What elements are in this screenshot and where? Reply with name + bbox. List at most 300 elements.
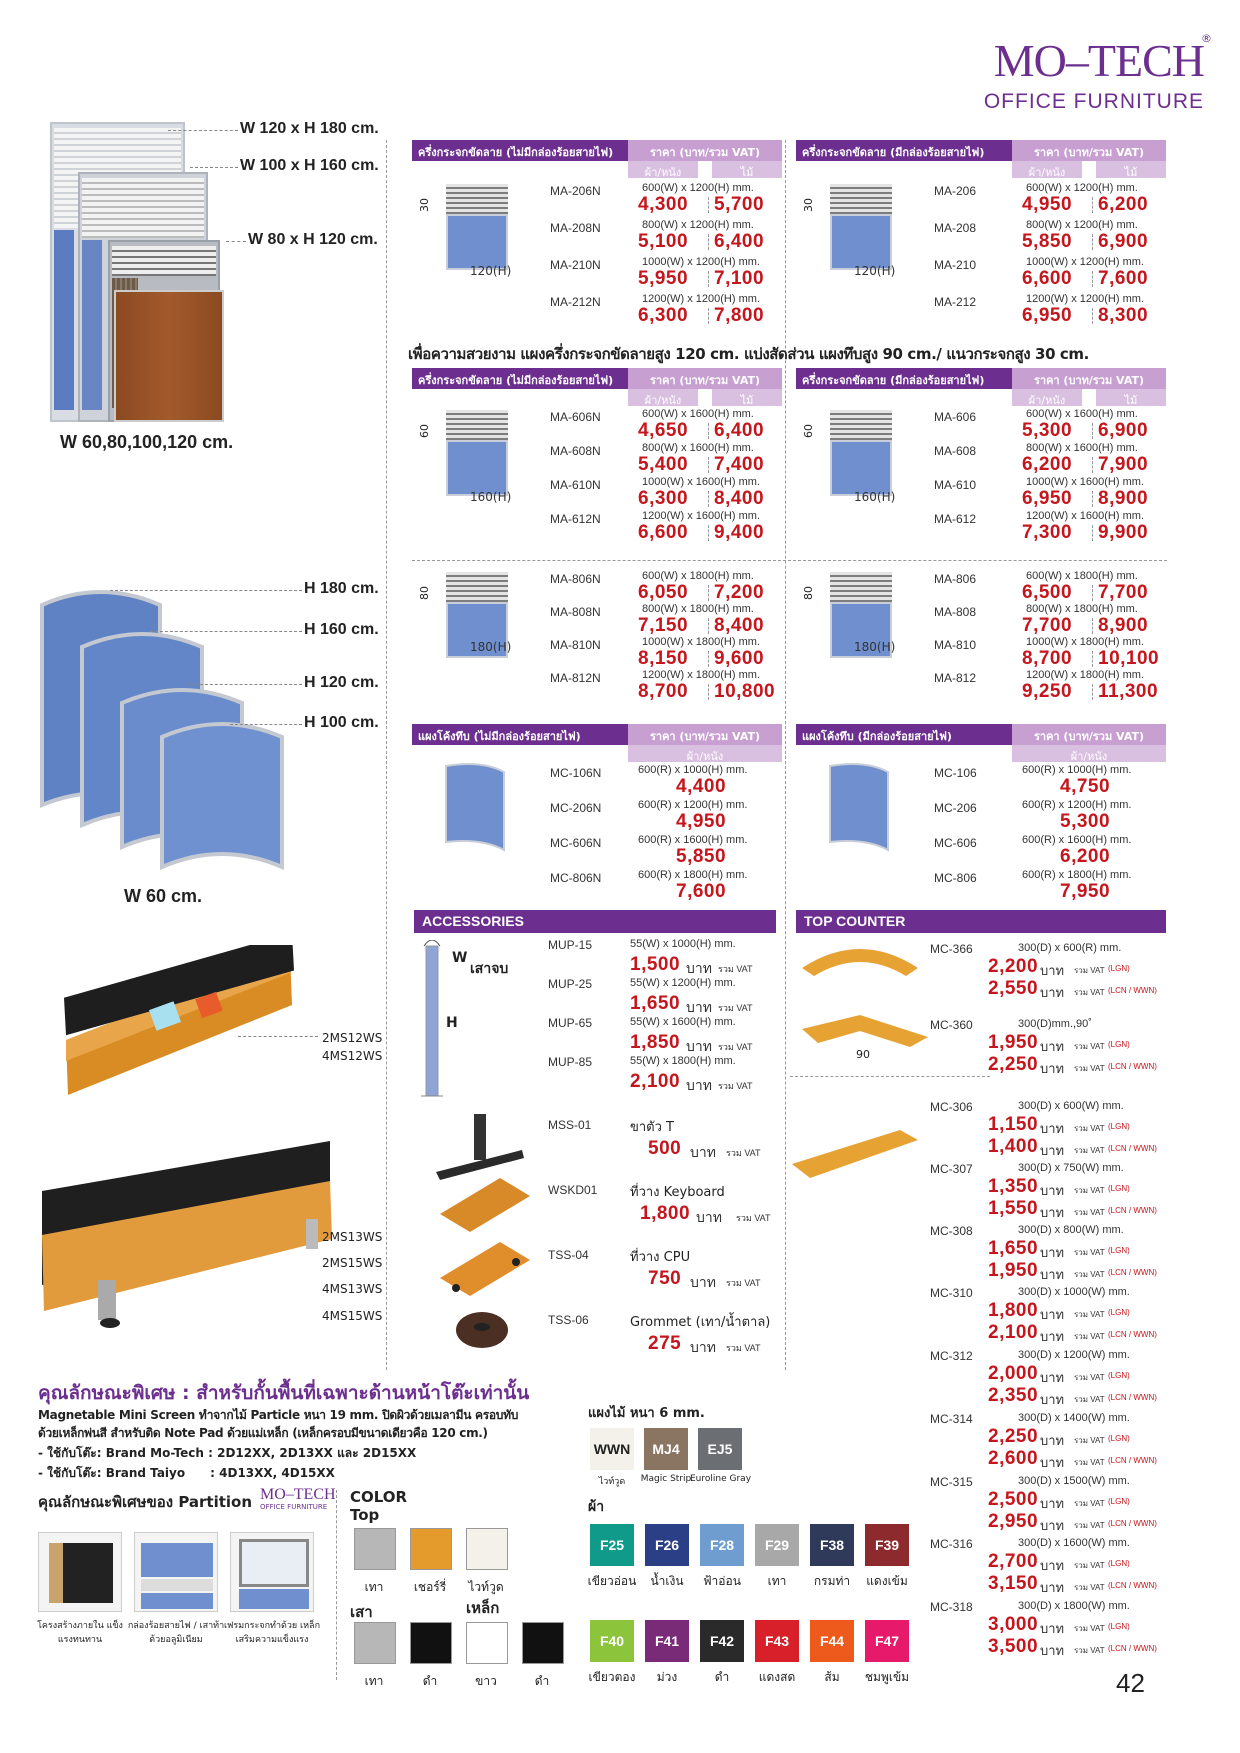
- lcn-label: (LCN / WWN): [1108, 986, 1157, 995]
- height-label: 120(H): [470, 264, 512, 278]
- price-lgn: 2,700: [988, 1551, 1039, 1572]
- vat-label: รวม VAT: [726, 1148, 761, 1158]
- leader-line: [190, 684, 302, 685]
- price: 750: [648, 1268, 682, 1289]
- leader-line: [226, 241, 246, 242]
- price-fabric: 5,100: [638, 231, 689, 252]
- top-color-name: เทา: [364, 1580, 384, 1594]
- fabric-header: ผ้า/หนัง: [1012, 745, 1166, 762]
- panel-illustration: [826, 408, 896, 498]
- inner-structure-illustration: [38, 1532, 122, 1612]
- glass-slats: [446, 572, 508, 602]
- baht-label: บาท: [1040, 963, 1065, 978]
- fabric-name: กรมท่า: [813, 1574, 851, 1588]
- lgn-label: (LGN): [1108, 1246, 1130, 1255]
- price: 1,650: [630, 993, 681, 1014]
- wood-header: ไม้: [712, 161, 782, 178]
- model-code: MC-206N: [550, 801, 602, 815]
- item-name: ที่วาง Keyboard: [630, 1185, 725, 1200]
- price-fabric: 6,950: [1022, 488, 1073, 509]
- price: 500: [648, 1138, 682, 1159]
- baht-label: บาท: [686, 1038, 712, 1054]
- color-top-label: Top: [350, 1506, 380, 1524]
- price-wood: 6,900: [1098, 231, 1149, 252]
- model-code: MC-318: [930, 1600, 973, 1614]
- fabric-swatch: F25: [590, 1524, 634, 1566]
- lcn-label: (LCN / WWN): [1108, 1393, 1157, 1402]
- price-fabric: 6,950: [1022, 305, 1073, 326]
- vat-label: รวม VAT: [1074, 1583, 1105, 1592]
- price-wood: 7,600: [1098, 268, 1149, 289]
- price-block-1: [412, 182, 782, 342]
- steel-color-label: เหล็ก: [466, 1599, 500, 1617]
- size-label: 800(W) x 1600(H) mm.: [1026, 442, 1138, 454]
- price-block-6: [796, 570, 1166, 730]
- price-lgn: 2,200: [988, 956, 1039, 977]
- price-separator: [1092, 651, 1093, 667]
- lgn-label: (LGN): [1108, 1122, 1130, 1131]
- fabric-swatch: F39: [865, 1524, 909, 1566]
- price-lcn: 2,100: [988, 1322, 1039, 1343]
- price-block-5: [412, 570, 782, 730]
- size-label: 300(D) x 800(W) mm.: [1018, 1224, 1124, 1236]
- fabric-swatch: F29: [755, 1524, 799, 1566]
- lgn-label: (LGN): [1108, 1622, 1130, 1631]
- fabric-name: เขียวตอง: [588, 1670, 636, 1684]
- post-color-swatch: [354, 1622, 396, 1664]
- price-lcn: 2,250: [988, 1054, 1039, 1075]
- size-label: 600(R) x 1200(H) mm.: [1022, 799, 1132, 811]
- price-lgn: 1,950: [988, 1032, 1039, 1053]
- glass-panel-160-box: [796, 368, 1166, 407]
- price-fabric: 5,950: [638, 268, 689, 289]
- size-label: 800(W) x 1200(H) mm.: [1026, 219, 1138, 231]
- price: 1,500: [630, 954, 681, 975]
- baht-label: บาท: [1040, 1307, 1065, 1322]
- fabric-swatch: F47: [865, 1620, 909, 1662]
- price-separator: [708, 423, 709, 439]
- mini-screen-13-illustration: [38, 1135, 336, 1335]
- vat-label: รวม VAT: [736, 1213, 771, 1223]
- model-code: TSS-04: [548, 1248, 589, 1262]
- fabric-name: แดงสด: [758, 1670, 796, 1684]
- baht-label: บาท: [690, 1144, 716, 1160]
- price-separator: [1092, 423, 1093, 439]
- size-label: 300(D) x 600(R) mm.: [1018, 942, 1122, 954]
- lcn-label: (LCN / WWN): [1108, 1330, 1157, 1339]
- size-label: 1000(W) x 1800(H) mm.: [642, 636, 760, 648]
- board-swatch: EJ5: [698, 1428, 742, 1470]
- height-label-180: H 180 cm.: [304, 580, 379, 597]
- price-fabric: 7,700: [1022, 615, 1073, 636]
- top-color-name: เชอร์รี่: [413, 1580, 447, 1594]
- price-wood: 10,800: [714, 681, 776, 702]
- price-wood: 7,900: [1098, 454, 1149, 475]
- panel-illustration: [442, 408, 512, 498]
- model-code: MC-314: [930, 1412, 973, 1426]
- size-label: 300(D) x 600(W) mm.: [1018, 1100, 1124, 1112]
- price-lgn: 2,250: [988, 1426, 1039, 1447]
- price-separator: [708, 618, 709, 634]
- price-separator: [708, 271, 709, 287]
- height-hint: 60: [802, 424, 815, 438]
- steel-color-name: ดำ: [534, 1674, 550, 1688]
- price-separator: [708, 197, 709, 213]
- leader-line: [230, 724, 302, 725]
- panel-title: ครึ่งกระจกขัดลาย (มีกล่องร้อยสายไฟ): [796, 140, 1012, 161]
- fabric-swatch: F43: [755, 1620, 799, 1662]
- price-separator: [1092, 457, 1093, 473]
- price-header: ราคา (บาท/รวม VAT): [628, 140, 782, 161]
- height-label: 120(H): [854, 264, 896, 278]
- top-color-swatch: [410, 1528, 452, 1570]
- board-swatch: WWN: [590, 1428, 634, 1470]
- fabric-swatch: F26: [645, 1524, 689, 1566]
- lgn-label: (LGN): [1108, 1184, 1130, 1193]
- model-code: MC-366: [930, 942, 973, 956]
- price-wood: 7,800: [714, 305, 765, 326]
- lgn-label: (LGN): [1108, 1559, 1130, 1568]
- cable-box-illustration: [134, 1532, 218, 1612]
- leader-line: [150, 631, 302, 632]
- glass-slats: [830, 184, 892, 214]
- size-label: 600(R) x 1600(H) mm.: [638, 834, 748, 846]
- model-code: MA-206N: [550, 184, 601, 198]
- cpu-holder-illustration: [436, 1238, 532, 1304]
- price-fabric: 9,250: [1022, 681, 1073, 702]
- price: 1,800: [640, 1203, 691, 1224]
- price-wood: 9,400: [714, 522, 765, 543]
- model-code: MA-208N: [550, 221, 601, 235]
- price-separator: [1092, 618, 1093, 634]
- price-fabric: 8,150: [638, 648, 689, 669]
- height-label: 180(H): [854, 640, 896, 654]
- model-code: WSKD01: [548, 1183, 598, 1197]
- vat-label: รวม VAT: [1074, 1248, 1105, 1257]
- panel-illustration: [442, 182, 512, 272]
- straight-top-illustration: [790, 1130, 920, 1184]
- column-divider: [386, 140, 387, 1370]
- size-label: 300(D)mm.,90˚: [1018, 1018, 1092, 1030]
- fabric-swatch: F41: [645, 1620, 689, 1662]
- fabric-swatch: F40: [590, 1620, 634, 1662]
- size-label: 1200(W) x 1200(H) mm.: [642, 293, 760, 305]
- post-color-label: เสา: [350, 1603, 373, 1621]
- model-code: MUP-85: [548, 1055, 593, 1069]
- top-counter-header: TOP COUNTER: [796, 910, 1166, 933]
- price-separator: [1092, 234, 1093, 250]
- wood-header: ไม้: [1096, 161, 1166, 178]
- post-color-name: เทา: [364, 1674, 384, 1688]
- price-header: ราคา (บาท/รวม VAT): [1012, 724, 1166, 745]
- price-fabric: 4,650: [638, 420, 689, 441]
- height-marker: H: [446, 1015, 458, 1031]
- glass-slats: [830, 410, 892, 440]
- leader-line: [238, 1036, 318, 1037]
- fabric-panel: [830, 440, 892, 496]
- size-label: 55(W) x 1000(H) mm.: [630, 938, 736, 950]
- price-separator: [1092, 197, 1093, 213]
- curved-panels-illustration: [40, 585, 300, 875]
- proportion-note: เพื่อความสวยงาม แผงครึ่งกระจกขัดลายสูง 120 cm. แบ่งสัดส่วน แผงทึบสูง 90 cm./ แนวกระจกสูง 30 cm.: [408, 345, 1089, 363]
- model-code: MC-312: [930, 1349, 973, 1363]
- baht-label: บาท: [686, 1077, 712, 1093]
- price-fabric: 4,750: [1060, 776, 1111, 797]
- model-code: MA-608N: [550, 444, 601, 458]
- size-label: 600(R) x 1000(H) mm.: [638, 764, 748, 776]
- size-label: 300(D) x 1200(W) mm.: [1018, 1349, 1130, 1361]
- size-label: 300(D) x 1400(W) mm.: [1018, 1412, 1130, 1424]
- model-code: MA-808: [934, 605, 977, 619]
- price-fabric: 6,600: [638, 522, 689, 543]
- fabric-name: น้ำเงิน: [650, 1574, 684, 1588]
- price-separator: [708, 651, 709, 667]
- model-code: MA-612: [934, 512, 977, 526]
- size-label: 600(W) x 1200(H) mm.: [642, 182, 754, 194]
- price-fabric: 6,050: [638, 582, 689, 603]
- price-lcn: 2,550: [988, 978, 1039, 999]
- vat-label: รวม VAT: [1074, 1146, 1105, 1155]
- fabric-name: ชมพูเข้ม: [864, 1670, 910, 1684]
- height-label-100: H 100 cm.: [304, 714, 379, 731]
- dim-label-w100: W 100 x H 160 cm.: [240, 157, 379, 174]
- price-wood: 6,900: [1098, 420, 1149, 441]
- top-color-name: ไวท์วูด: [468, 1580, 504, 1594]
- vat-label: รวม VAT: [1074, 1186, 1105, 1195]
- board-thickness-label: แผงไม้ หนา 6 mm.: [588, 1406, 705, 1421]
- price-fabric: 7,950: [1060, 881, 1111, 902]
- price-wood: 8,900: [1098, 615, 1149, 636]
- curve-panel-nobox: [412, 724, 782, 763]
- baht-label: บาท: [1040, 1205, 1065, 1220]
- vat-label: รวม VAT: [1074, 1646, 1105, 1655]
- height-label-120: H 120 cm.: [304, 674, 379, 691]
- baht-label: บาท: [1040, 1121, 1065, 1136]
- lgn-label: (LGN): [1108, 1434, 1130, 1443]
- baht-label: บาท: [1040, 1039, 1065, 1054]
- price-block-2: [796, 182, 1166, 342]
- dim-label-w80: W 80 x H 120 cm.: [248, 231, 378, 248]
- feature-line: - ใช้กับโต๊ะ: Brand Taiyo : 4D13XX, 4D15XX: [38, 1466, 335, 1480]
- model-code: MC-606: [934, 836, 977, 850]
- price-fabric: 4,300: [638, 194, 689, 215]
- wood-header: ไม้: [712, 389, 782, 406]
- column-divider: [785, 140, 786, 1370]
- glass-slats: [446, 184, 508, 214]
- vat-label: รวม VAT: [1074, 1624, 1105, 1633]
- board-name: Euroline Gray: [690, 1474, 752, 1484]
- price-lcn: 2,600: [988, 1448, 1039, 1469]
- price-separator: [708, 308, 709, 324]
- price-wood: 5,700: [714, 194, 765, 215]
- model-code: MC-806: [934, 871, 977, 885]
- price-fabric: 6,600: [1022, 268, 1073, 289]
- glass-frame-illustration: [230, 1532, 314, 1612]
- price-separator: [708, 684, 709, 700]
- vat-label: รวม VAT: [1074, 1499, 1105, 1508]
- size-label: 1200(W) x 1200(H) mm.: [1026, 293, 1144, 305]
- panel-title: ครึ่งกระจกขัดลาย (มีกล่องร้อยสายไฟ): [796, 368, 1012, 389]
- size-label: 55(W) x 1800(H) mm.: [630, 1055, 736, 1067]
- height-label-160: H 160 cm.: [304, 621, 379, 638]
- panel-title: แผงโค้งทึบ (มีกล่องร้อยสายไฟ): [796, 724, 1012, 745]
- vat-label: รวม VAT: [1074, 1310, 1105, 1319]
- small-brand-logo: MO–TECH: [260, 1486, 336, 1503]
- column-divider: [336, 1490, 337, 1680]
- lcn-label: (LCN / WWN): [1108, 1206, 1157, 1215]
- size-label: 300(D) x 1600(W) mm.: [1018, 1537, 1130, 1549]
- size-label: 600(R) x 1000(H) mm.: [1022, 764, 1132, 776]
- model-code: MC-360: [930, 1018, 973, 1032]
- lcn-label: (LCN / WWN): [1108, 1644, 1157, 1653]
- baht-label: บาท: [696, 1209, 722, 1225]
- price-lgn: 1,150: [988, 1114, 1039, 1135]
- model-code: MA-206: [934, 184, 977, 198]
- model-code: MC-308: [930, 1224, 973, 1238]
- baht-label: บาท: [1040, 1370, 1065, 1385]
- price-separator: [1092, 525, 1093, 541]
- lgn-label: (LGN): [1108, 1308, 1130, 1317]
- curve-panel-box: [796, 724, 1166, 763]
- lcn-label: (LCN / WWN): [1108, 1519, 1157, 1528]
- size-label: 800(W) x 1200(H) mm.: [642, 219, 754, 231]
- size-label: 1200(W) x 1600(H) mm.: [1026, 510, 1144, 522]
- mini-screen-12-illustration: [60, 945, 300, 1095]
- fabric-name: ฟ้าอ่อน: [703, 1574, 741, 1588]
- baht-label: บาท: [1040, 1496, 1065, 1511]
- vat-label: รวม VAT: [718, 1042, 753, 1052]
- height-hint: 30: [418, 198, 431, 212]
- price-wood: 8,900: [1098, 488, 1149, 509]
- price-wood: 7,400: [714, 454, 765, 475]
- price-header: ราคา (บาท/รวม VAT): [628, 368, 782, 389]
- keyboard-tray-illustration: [436, 1174, 532, 1234]
- size-label: 1000(W) x 1200(H) mm.: [642, 256, 760, 268]
- price-separator: [1092, 585, 1093, 601]
- price-fabric: 6,300: [638, 488, 689, 509]
- model-code: MC-316: [930, 1537, 973, 1551]
- model-code: MUP-25: [548, 977, 593, 991]
- size-label: 1200(W) x 1800(H) mm.: [1026, 669, 1144, 681]
- model-code: MA-610: [934, 478, 977, 492]
- price-fabric: 4,400: [676, 776, 727, 797]
- size-label: 600(R) x 1800(H) mm.: [638, 869, 748, 881]
- height-label: 160(H): [470, 490, 512, 504]
- model-code: MC-206: [934, 801, 977, 815]
- model-code: MC-806N: [550, 871, 602, 885]
- dim-label-widths: W 60,80,100,120 cm.: [60, 432, 234, 452]
- lcn-label: (LCN / WWN): [1108, 1581, 1157, 1590]
- model-code: MA-606: [934, 410, 977, 424]
- fabric-swatch: F44: [810, 1620, 854, 1662]
- price-header: ราคา (บาท/รวม VAT): [1012, 140, 1166, 161]
- item-name: ที่วาง CPU: [630, 1250, 691, 1265]
- model-code: MA-610N: [550, 478, 601, 492]
- angle-label: 90: [856, 1048, 870, 1061]
- steel-color-swatch: [522, 1622, 564, 1664]
- lcn-label: (LCN / WWN): [1108, 1268, 1157, 1277]
- mini-code-2ms12ws: 2MS12WS: [322, 1031, 383, 1045]
- vat-label: รวม VAT: [1074, 1208, 1105, 1217]
- fabric-name: เทา: [767, 1574, 787, 1588]
- height-hint: 80: [418, 586, 431, 600]
- mini-code-4ms12ws: 4MS12WS: [322, 1049, 383, 1063]
- leader-line: [190, 167, 238, 168]
- model-code: MC-310: [930, 1286, 973, 1300]
- accessories-header: ACCESSORIES: [414, 910, 776, 933]
- size-label: 1000(W) x 1800(H) mm.: [1026, 636, 1144, 648]
- vat-label: รวม VAT: [726, 1343, 761, 1353]
- lgn-label: (LGN): [1108, 964, 1130, 973]
- model-code: MA-812: [934, 671, 977, 685]
- model-code: MA-810: [934, 638, 977, 652]
- price-wood: 6,200: [1098, 194, 1149, 215]
- lgn-label: (LGN): [1108, 1497, 1130, 1506]
- size-label: 600(W) x 1600(H) mm.: [1026, 408, 1138, 420]
- vat-label: รวม VAT: [1074, 1124, 1105, 1133]
- mini-code-2ms13ws: 2MS13WS: [322, 1230, 383, 1244]
- mini-code-2ms15ws: 2MS15WS: [322, 1256, 383, 1270]
- fabric-name: เขียวอ่อน: [587, 1574, 637, 1588]
- price-wood: 9,900: [1098, 522, 1149, 543]
- baht-label: บาท: [1040, 1621, 1065, 1636]
- height-hint: 80: [802, 586, 815, 600]
- price: 275: [648, 1333, 682, 1354]
- fabric-header: ผ้า/หนัง: [628, 745, 782, 762]
- price-header: ราคา (บาท/รวม VAT): [628, 724, 782, 745]
- fabric-name: ส้ม: [824, 1670, 840, 1684]
- price-fabric: 6,500: [1022, 582, 1073, 603]
- vat-label: รวม VAT: [1074, 1270, 1105, 1279]
- vat-label: รวม VAT: [1074, 1561, 1105, 1570]
- feature-line: Magnetable Mini Screen ทำจากไม้ Particle หนา 19 mm. ปิดผิวด้วยเมลามีน ครอบทับ: [38, 1408, 519, 1422]
- lcn-label: (LCN / WWN): [1108, 1144, 1157, 1153]
- baht-label: บาท: [1040, 1518, 1065, 1533]
- model-code: MC-606N: [550, 836, 602, 850]
- price-separator: [708, 457, 709, 473]
- price-lcn: 3,150: [988, 1573, 1039, 1594]
- curve-block-1: [412, 762, 782, 902]
- glass-panel-160-nobox: [412, 368, 782, 407]
- size-label: 800(W) x 1800(H) mm.: [1026, 603, 1138, 615]
- model-code: MA-810N: [550, 638, 601, 652]
- wood-header: ไม้: [1096, 389, 1166, 406]
- dim-label-w120: W 120 x H 180 cm.: [240, 120, 379, 137]
- steel-color-swatch: [466, 1622, 508, 1664]
- vat-label: รวม VAT: [718, 1081, 753, 1091]
- vat-label: รวม VAT: [1074, 1332, 1105, 1341]
- price-separator: [708, 491, 709, 507]
- price-fabric: 8,700: [638, 681, 689, 702]
- glass-slats: [830, 572, 892, 602]
- size-label: 300(D) x 1000(W) mm.: [1018, 1286, 1130, 1298]
- color-title: COLOR: [350, 1488, 408, 1506]
- fabric-swatch: F42: [700, 1620, 744, 1662]
- baht-label: บาท: [1040, 1267, 1065, 1282]
- baht-label: บาท: [1040, 1245, 1065, 1260]
- baht-label: บาท: [1040, 1392, 1065, 1407]
- price-fabric: 5,400: [638, 454, 689, 475]
- price-block-4: [796, 408, 1166, 568]
- model-code: TSS-06: [548, 1313, 589, 1327]
- vat-label: รวม VAT: [1074, 1458, 1105, 1467]
- price-fabric: 7,600: [676, 881, 727, 902]
- grommet-illustration: [454, 1310, 510, 1350]
- price-wood: 6,400: [714, 420, 765, 441]
- price-lgn: 1,650: [988, 1238, 1039, 1259]
- brand-subtitle: OFFICE FURNITURE: [983, 90, 1204, 113]
- partition-feature-title: คุณลักษณะพิเศษของ Partition: [38, 1493, 253, 1511]
